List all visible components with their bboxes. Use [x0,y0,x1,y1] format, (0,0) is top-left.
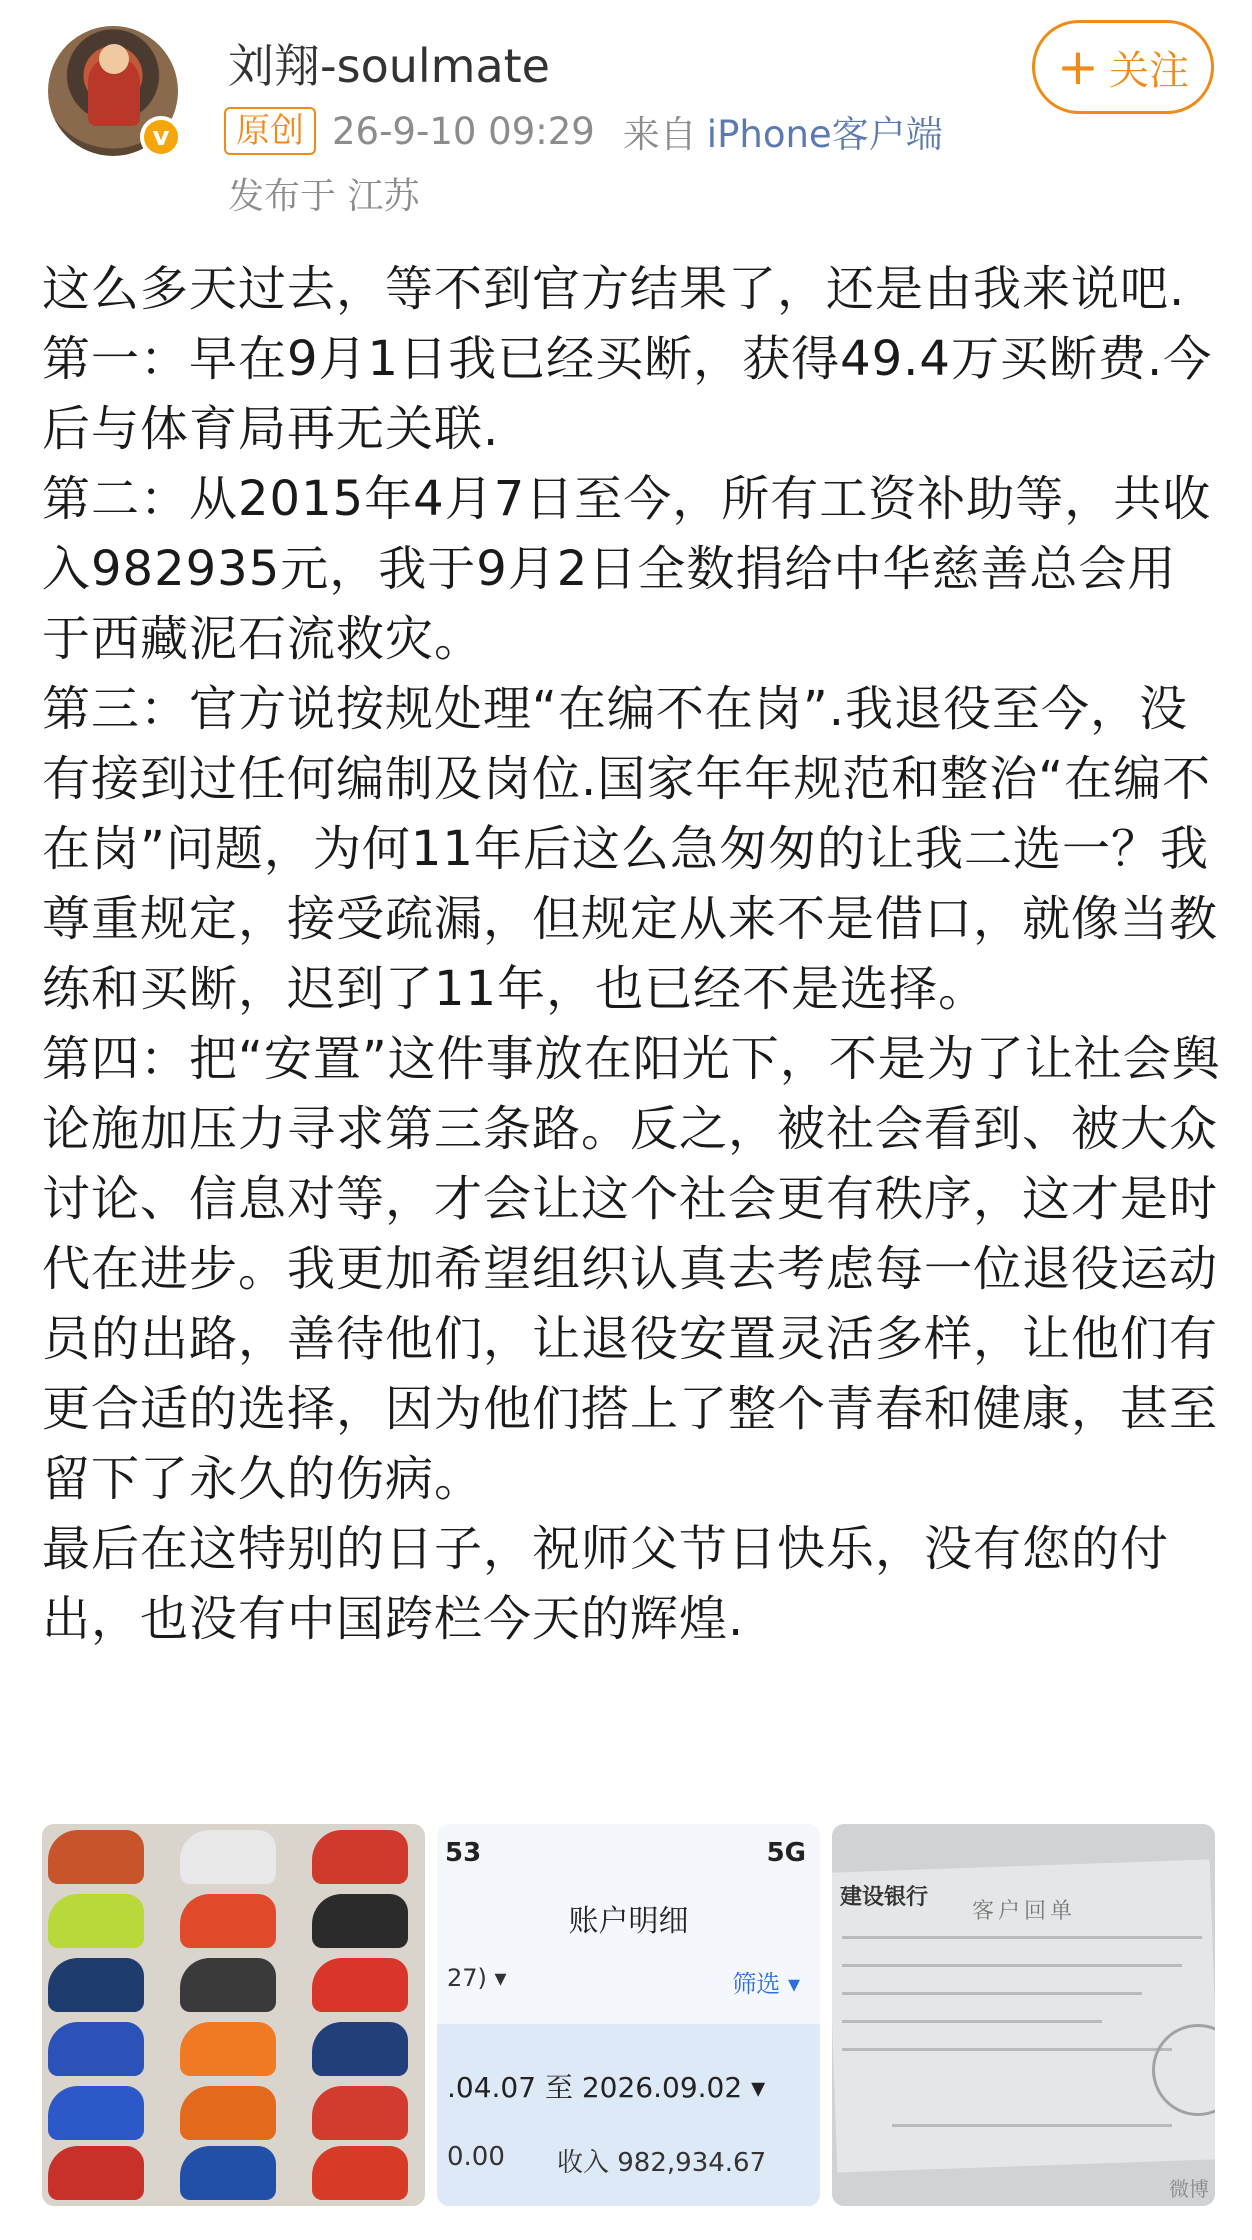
shoe [180,2086,276,2140]
post-paragraph: 第一：早在9月1日我已经买断，获得49.4万买断费.今后与体育局再无关联. [42,331,1213,457]
shoe [180,2022,276,2076]
receipt-line [842,1992,1142,1995]
statement-filter-left: 27) ▾ [447,1964,507,1992]
plus-icon: + [1057,38,1099,96]
shoe [48,1830,144,1884]
shoes-photo[interactable] [42,1824,425,2206]
shoe [312,2086,408,2140]
statement-summary-panel [437,2024,820,2206]
source-prefix: 来自 [622,113,697,156]
bank-receipt-photo[interactable] [832,1824,1215,2206]
status-time: 53 [445,1838,482,1868]
post-paragraph: 最后在这特别的日子，祝师父节日快乐，没有您的付出，也没有中国跨栏今天的辉煌. [42,1521,1170,1647]
phone-status-bar [437,1824,820,1884]
post-paragraph: 这么多天过去，等不到官方结果了，还是由我来说吧. [42,261,1186,317]
receipt-line [842,2020,1102,2023]
statement-date-range: .04.07 至 2026.09.02 ▾ [447,2071,766,2104]
shoe [312,2146,408,2200]
post-meta [224,108,943,154]
receipt-heading: 客户回单 [972,1899,1077,1924]
shoe [48,2146,144,2200]
post-paragraph: 第三：官方说按规处理“在编不在岗”.我退役至今，没有接到过任何编制及岗位.国家年年规范和整治“在编不在岗”问题，为何11年后这么急匆匆的让我二选一？我尊重规定，接受疏漏，但规定从来不是借口，就像当教练和买断，迟到了11年，也已经不是选择。 [42,681,1219,1017]
statement-filter-right: 筛选 ▾ [732,1970,800,1998]
receipt-bank-name: 建设银行 [840,1885,929,1910]
post-paragraph: 第二：从2015年4月7日至今，所有工资补助等，共收入982935元，我于9月2日全数捐给中华慈善总会用于西藏泥石流救灾。 [42,471,1212,667]
verified-badge-icon: v [140,116,182,158]
avatar-face [99,44,129,74]
shoe [48,1958,144,2012]
shoe [312,1830,408,1884]
image-gallery [42,1824,1216,2206]
post-paragraph: 第四：把“安置”这件事放在阳光下，不是为了让社会舆论施加压力寻求第三条路。反之，被社会看到、被大众讨论、信息对等，才会让这个社会更有秩序，这才是时代在进步。我更加希望组织认真去考虑每一位退役运动员的出路，善待他们，让退役安置灵活多样，让他们有更合适的选择，因为他们搭上了整个青春和健康，甚至留下了永久的伤病。 [42,1031,1221,1507]
follow-button[interactable] [1032,20,1214,114]
client-link[interactable]: iPhone客户端 [706,113,943,156]
statement-income: 收入 982,934.67 [557,2148,767,2178]
account-statement-screenshot[interactable] [437,1824,820,2206]
shoe [48,2086,144,2140]
statement-title: 账户明细 [568,1904,689,1939]
receipt-line [842,1964,1182,1967]
shoe [312,2022,408,2076]
location: 发布于 江苏 [228,176,420,217]
post-body [42,254,1222,1654]
receipt-line [842,1936,1202,1939]
statement-expense: 0.00 [447,2142,505,2172]
shoe [180,2146,276,2200]
shoe [180,1894,276,1948]
shoe [48,2022,144,2076]
shoe [180,1830,276,1884]
receipt-line [842,2048,1172,2051]
receipt-line [892,2124,1172,2127]
timestamp: 26-9-10 09:29 [332,109,595,153]
watermark: 微博 [1169,2177,1209,2201]
shoe [312,1958,408,2012]
shoe [48,1894,144,1948]
signal-indicator: 5G [766,1838,806,1868]
username[interactable]: 刘翔-soulmate [228,39,550,93]
follow-label: 关注 [1108,47,1189,94]
shoe [312,1894,408,1948]
original-badge: 原创 [224,107,316,155]
shoe [180,1958,276,2012]
post-header [0,0,1252,217]
